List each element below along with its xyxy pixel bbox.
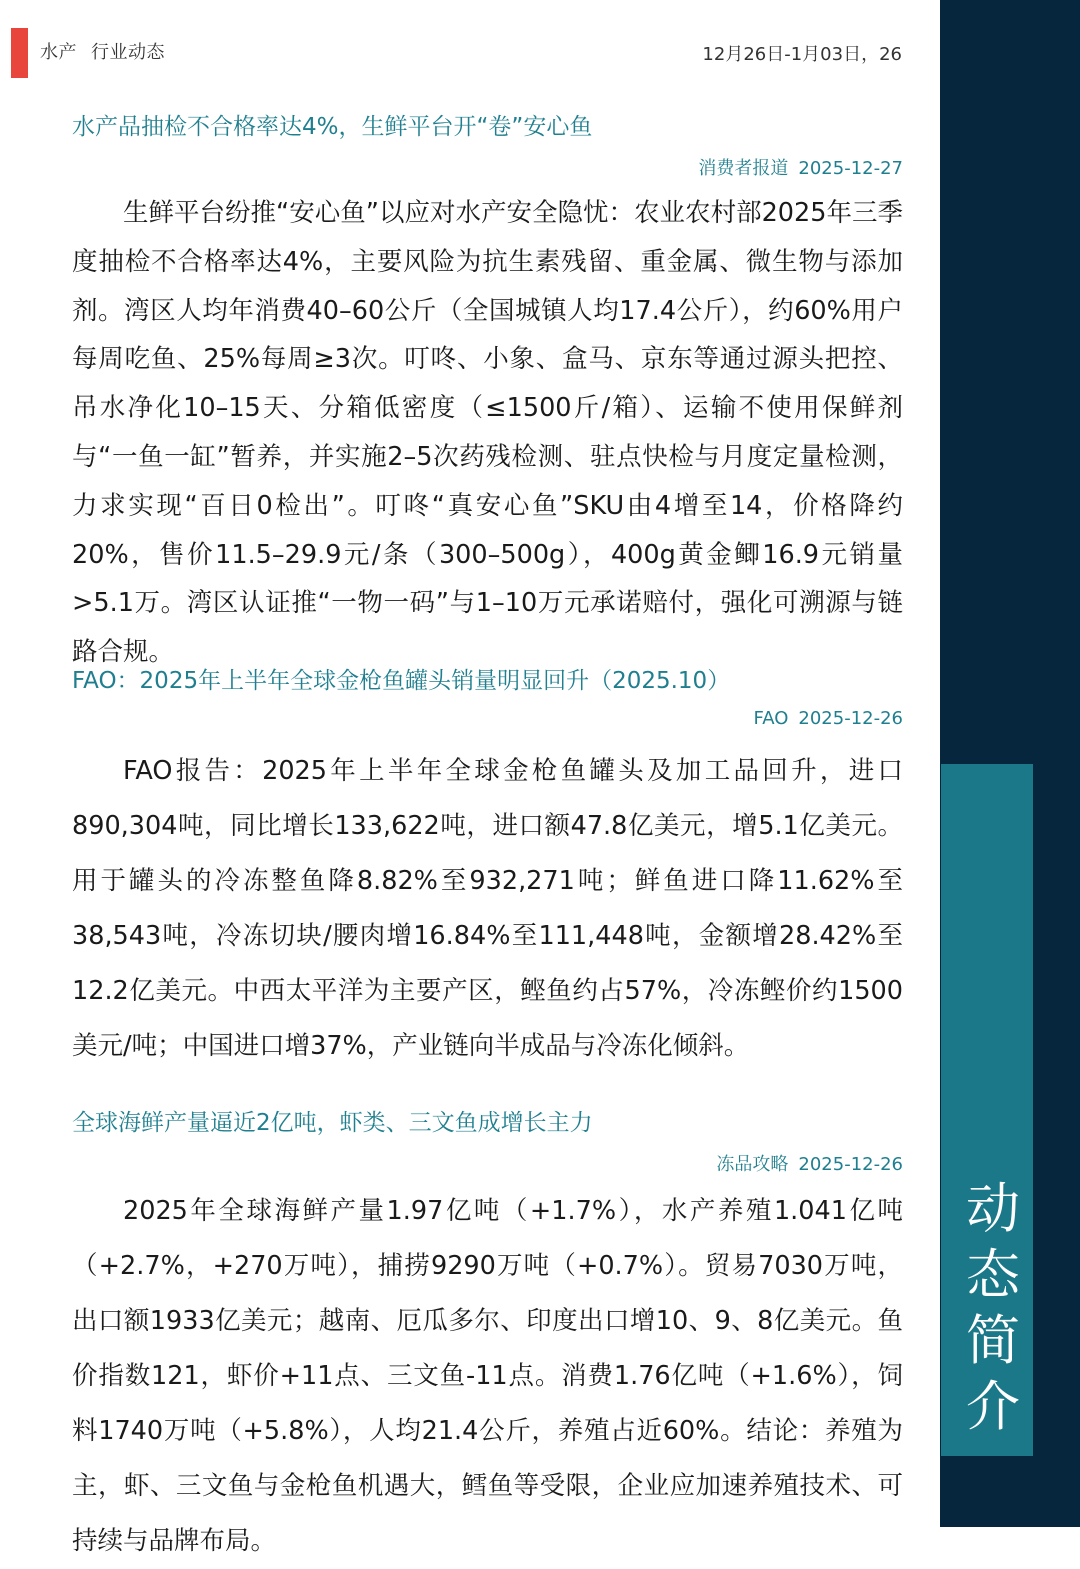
sidebar-label-char: 介	[966, 1375, 1020, 1438]
article-source-name: FAO	[753, 708, 789, 729]
article-title[interactable]: 水产品抽检不合格率达4%，生鲜平台开“卷”安心鱼	[72, 114, 593, 140]
article-body: 2025年全球海鲜产量1.97亿吨（+1.7%），水产养殖1.041亿吨（+2.7%，+270万吨），捕捞9290万吨（+0.7%）。贸易7030万吨，出口额1933亿美元；越南、厄瓜多尔、印度出口增10、9、8亿美元。鱼价指数121，虾价+11点、三文鱼-11点。消费1.76亿吨（+1.6%），饲料1740万吨（+5.8%），人均21.4公斤，养殖占近60%。结论：养殖为主，虾、三文鱼与金枪鱼机遇大，鳕鱼等受限，企业应加速养殖技术、可持续与品牌布局。	[72, 1196, 903, 1556]
article-body: 生鲜平台纷推“安心鱼”以应对水产安全隐忧：农业农村部2025年三季度抽检不合格率达4%，主要风险为抗生素残留、重金属、微生物与添加剂。湾区人均年消费40–60公斤（全国城镇人均17.4公斤），约60%用户每周吃鱼、25%每周≥3次。叮咚、小象、盒马、京东等通过源头把控、吊水净化10–15天、分箱低密度（≤1500斤/箱）、运输不使用保鲜剂与“一鱼一缸”暂养，并实施2–5次药残检测、驻点快检与月度定量检测，力求实现“百日0检出”。叮咚“真安心鱼”SKU由4增至14，价格降约20%，售价11.5–29.9元/条（300–500g），400g黄金鲫16.9元销量>5.1万。湾区认证推“一物一码”与1–10万元承诺赔付，强化可溯源与链路合规。	[72, 198, 903, 668]
article-title[interactable]: 全球海鲜产量逼近2亿吨，虾类、三文鱼成增长主力	[72, 1110, 593, 1136]
article-date: 2025-12-26	[798, 708, 903, 729]
article-title[interactable]: FAO：2025年上半年全球金枪鱼罐头销量明显回升（2025.10）	[72, 668, 731, 694]
article-source-name: 消费者报道	[698, 158, 789, 179]
section-label: 行业动态	[91, 42, 165, 63]
article-date: 2025-12-27	[798, 158, 903, 179]
article-body: FAO报告：2025年上半年全球金枪鱼罐头及加工品回升，进口890,304吨，同比增长133,622吨，进口额47.8亿美元，增5.1亿美元。用于罐头的冷冻整鱼降8.82%至932,271吨；鲜鱼进口降11.62%至38,543吨，冷冻切块/腰肉增16.84%至111,448吨，金额增28.42%至12.2亿美元。中西太平洋为主要产区，鲣鱼约占57%，冷冻鲣价约1500美元/吨；中国进口增37%，产业链向半成品与冷冻化倾斜。	[72, 756, 903, 1061]
article-source-name: 冻品攻略	[716, 1154, 789, 1175]
header-category	[40, 38, 165, 64]
category-label: 水产	[40, 42, 77, 63]
article-source	[754, 708, 903, 729]
sidebar-label	[941, 1176, 1045, 1440]
header-accent-bar	[11, 28, 28, 78]
sidebar-label-char: 态	[966, 1243, 1020, 1306]
sidebar-label-char: 简	[966, 1309, 1020, 1372]
article-source	[698, 154, 903, 180]
sidebar-label-char: 动	[966, 1177, 1020, 1240]
header-date-range: 12月26日-1月03日，26	[702, 44, 902, 65]
article-date: 2025-12-26	[798, 1154, 903, 1175]
article-source	[716, 1150, 903, 1176]
